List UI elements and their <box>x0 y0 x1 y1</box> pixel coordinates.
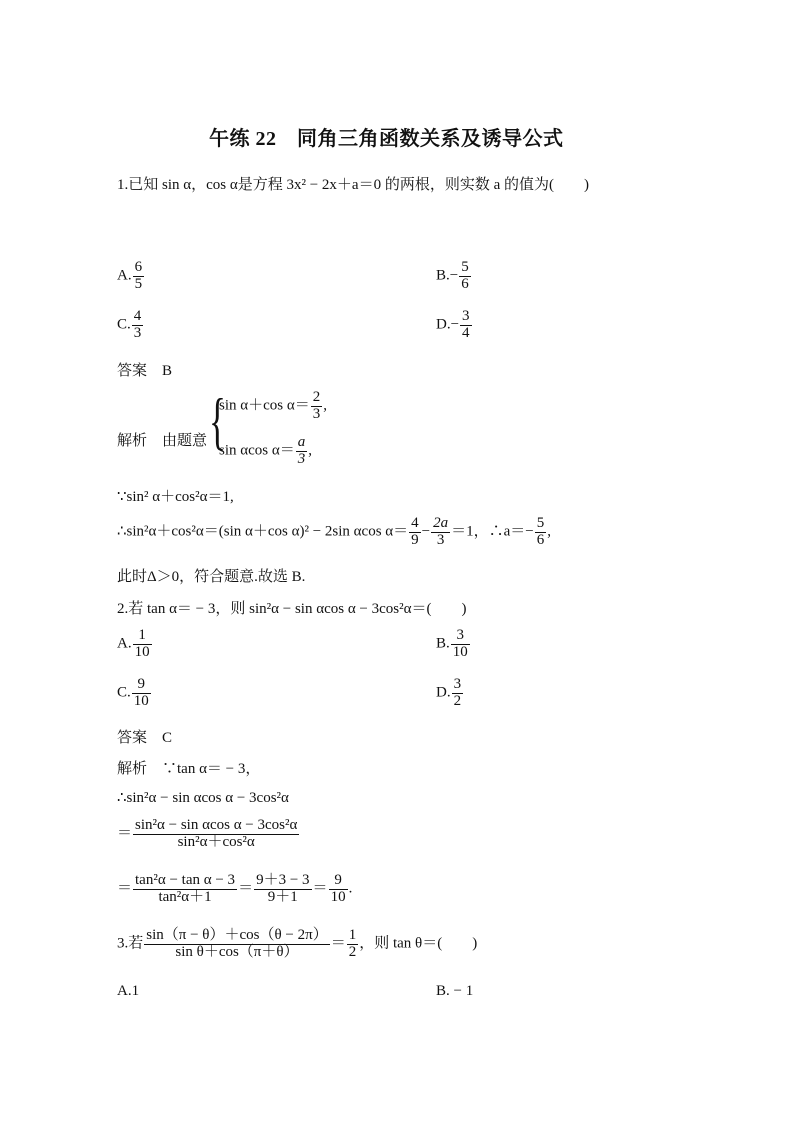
option-label: A. <box>117 267 132 284</box>
denominator: 3 <box>312 405 321 422</box>
q1-line1: ∵sin² α＋cos²α＝1, <box>117 489 234 505</box>
denominator: 4 <box>462 324 470 341</box>
numerator: 9＋3 − 3 <box>256 872 310 888</box>
numerator: 9 <box>329 873 348 890</box>
numerator: 9 <box>132 677 151 694</box>
q2-option-a <box>117 628 153 661</box>
left-brace: { <box>209 385 226 456</box>
q2-answer: 答案 C <box>117 730 173 746</box>
equation-text: sin αcos α＝ <box>219 442 295 459</box>
q1-option-c <box>117 309 144 342</box>
q2-line1: ∴sin²α − sin αcos α − 3cos²α <box>117 790 289 806</box>
equation-text: ＝1，∴a＝− <box>451 523 534 540</box>
option-label: B.− <box>436 267 459 284</box>
q1-system-eq1 <box>219 390 327 423</box>
q2-option-c <box>117 677 152 710</box>
numerator: 1 <box>348 927 357 943</box>
option-label: D. <box>436 684 451 701</box>
numerator: a <box>297 434 306 450</box>
comma: , <box>308 442 312 459</box>
denominator: sin θ＋cos（π＋θ） <box>175 943 299 960</box>
q1-answer: 答案 B <box>117 363 173 379</box>
option-label: D.− <box>436 316 460 333</box>
numerator: 3 <box>453 676 462 692</box>
equation-text: ∴sin²α＋cos²α＝(sin α＋cos α)² − 2sin αcos α＝ <box>117 523 409 540</box>
numerator: 2a <box>433 515 449 531</box>
q2-line2: ＝ $\frac{\text{sin²α − sin αcos α − 3cos²α}}{\text{sin²α＋cos²α}}$ <box>117 817 298 850</box>
denominator: 2 <box>453 692 462 709</box>
numerator: 1 <box>133 628 152 645</box>
question-suffix: ，则 tan θ＝( ) <box>359 935 478 952</box>
q1-option-a <box>117 260 145 293</box>
option-label: C. <box>117 684 131 701</box>
q2-option-b <box>436 628 471 661</box>
q3-stem: 3.若 $\frac{\sin(\pi - \theta)+\cos(\theta - 2\pi)}{\text{sin θ＋cos（π＋θ）}}$ ＝ $\frac{1}{2}$ ，则 tan θ＝( ) <box>117 927 478 960</box>
q2-line3: ＝ $\frac{\text{tan²α − tan α − 3}}{\text{tan²α＋1}}$ ＝ $\frac{9+3 - 3}{9+1}$ ＝ $\frac{9}{10}$ . <box>117 872 353 905</box>
comma: , <box>323 397 327 414</box>
numerator: 4 <box>133 308 142 324</box>
numerator: sin²α − sin αcos α − 3cos²α <box>135 817 298 833</box>
numerator: 3 <box>451 628 470 645</box>
q3-option-b: B. − 1 <box>436 983 474 999</box>
denominator: 6 <box>536 531 545 548</box>
numerator: 6 <box>134 259 143 275</box>
denominator: sin²α＋cos²α <box>177 833 255 850</box>
numerator: sin（π − θ）＋cos（θ − 2π） <box>146 927 328 943</box>
numerator: 3 <box>462 308 470 324</box>
q2-stem: 2.若 tan α＝ − 3，则 sin²α − sin αcos α − 3cos²α＝( ) <box>117 601 467 617</box>
numerator: 2 <box>312 389 321 405</box>
denominator: 3 <box>436 531 445 548</box>
question-prefix: 3.若 <box>117 935 144 952</box>
numerator: 5 <box>536 515 545 531</box>
equation-text: sin α＋cos α＝ <box>219 397 310 414</box>
denominator: 10 <box>133 692 149 709</box>
numerator: tan²α − tan α − 3 <box>135 872 236 888</box>
q1-stem: 1.已知 sin α，cos α是方程 3x² − 2x＋a＝0 的两根，则实数 a 的值为( ) <box>117 177 589 193</box>
option-label: B. <box>436 635 450 652</box>
q1-line2: ∴sin²α＋cos²α＝(sin α＋cos α)² − 2sin αcos α＝ $\frac{4}{9}$ − $\frac{2a}{3}$ ＝1，∴a＝− $\frac{5}{6}$ , <box>117 515 551 548</box>
denominator: 9＋1 <box>267 888 298 905</box>
q3-option-a: A.1 <box>117 983 140 999</box>
q1-analysis-label: 解析 由题意 <box>117 433 208 449</box>
denominator: 3 <box>133 324 142 341</box>
denominator: 3 <box>297 450 306 467</box>
numerator: 5 <box>461 259 469 275</box>
q2-option-d <box>436 677 464 710</box>
denominator: 5 <box>134 275 143 292</box>
q1-option-d <box>436 309 473 342</box>
option-label: C. <box>117 316 131 333</box>
denominator: 6 <box>461 275 469 292</box>
denominator: 10 <box>330 888 346 905</box>
q1-line3: 此时Δ＞0，符合题意.故选 B. <box>117 569 306 585</box>
q1-option-b <box>436 260 472 293</box>
page-title: 午练 22 同角三角函数关系及诱导公式 <box>209 128 564 150</box>
option-label: A. <box>117 635 132 652</box>
denominator: tan²α＋1 <box>158 888 212 905</box>
denominator: 10 <box>134 643 150 660</box>
numerator: 4 <box>411 515 419 531</box>
denominator: 9 <box>411 531 419 548</box>
q2-analysis: 解析 ∵tan α＝ − 3， <box>117 761 261 777</box>
denominator: 2 <box>348 943 357 960</box>
denominator: 10 <box>452 643 468 660</box>
q1-system-eq2 <box>219 435 312 468</box>
